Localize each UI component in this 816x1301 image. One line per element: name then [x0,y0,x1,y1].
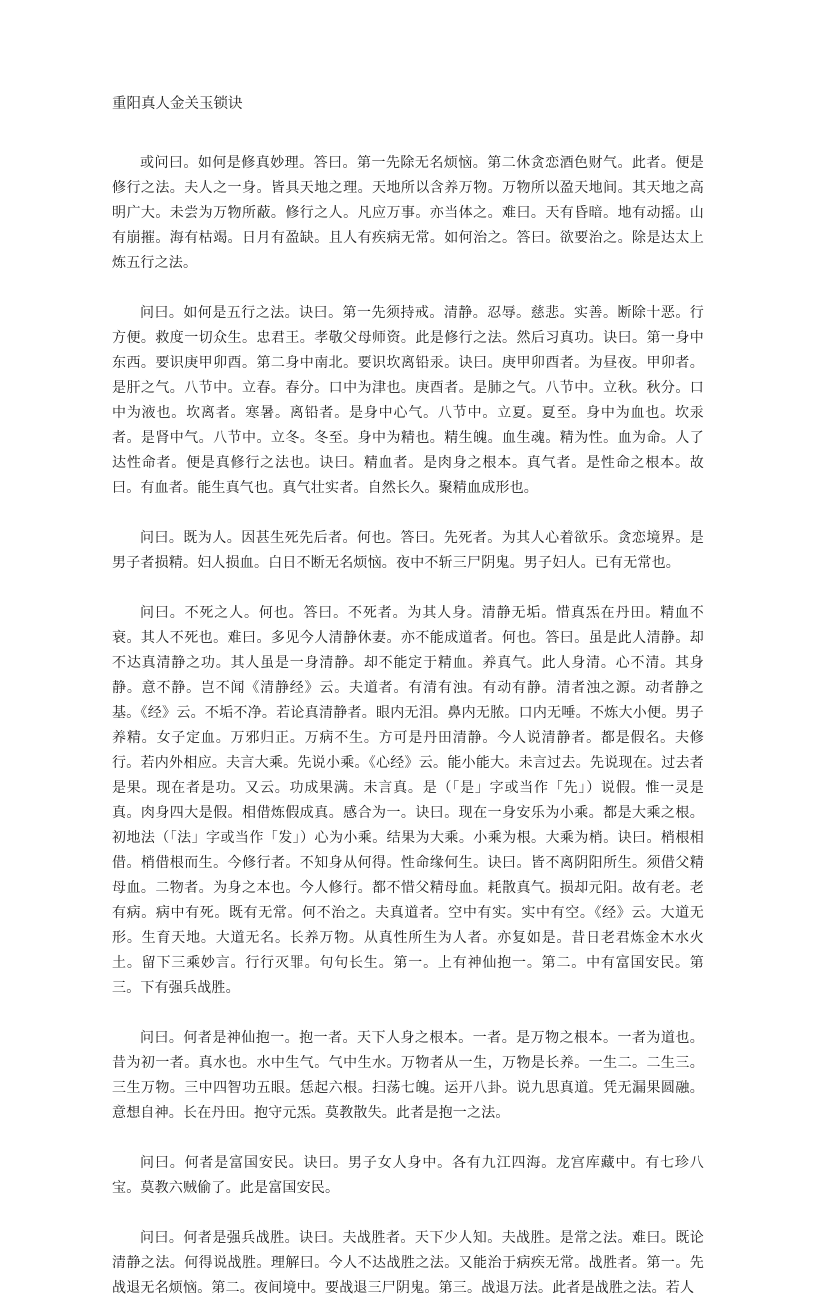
paragraph-6: 问曰。何者是富国安民。诀曰。男子女人身中。各有九江四海。龙宫库藏中。有七珍八宝。莫教六贼偷了。此是富国安民。 [112,1156,704,1196]
paragraph-7: 问曰。何者是强兵战胜。诀曰。夫战胜者。天下少人知。夫战胜。是常之法。难曰。既论清静之法。何得说战胜。理解曰。今人不达战胜之法。又能治于病疾无常。战胜者。第一。先战退无名烦恼。第二。夜间境中。要战退三尸阴鬼。第三。战退万法。此者是战胜之法。若人 [112,1231,704,1296]
paragraph-2: 问曰。如何是五行之法。诀曰。第一先须持戒。清静。忍辱。慈悲。实善。断除十恶。行方便。救度一切众生。忠君王。孝敬父母师资。此是修行之法。然后习真功。诀曰。第一身中东西。要识庚甲卯酉。第二身中南北。要识坎离铅汞。诀曰。庚甲卯酉者。为昼夜。甲卯者。是肝之气。八节中。立春。春分。口中为津也。庚酉者。是肺之气。八节中。立秋。秋分。口中为液也。坎离者。寒暑。离铅者。是身中心气。八节中。立夏。夏至。身中为血也。坎汞者。是肾中气。八节中。立冬。冬至。身中为精也。精生魄。血生魂。精为性。血为命。人了达性命者。便是真修行之法也。诀曰。精血者。是肉身之根本。真气者。是性命之根本。故曰。有血者。能生真气也。真气壮实者。自然长久。聚精血成形也。 [112,306,704,496]
paragraph-3: 问曰。既为人。因甚生死先后者。何也。答曰。先死者。为其人心着欲乐。贪恋境界。是男子者损精。妇人损血。白日不断无名烦恼。夜中不斩三尸阴鬼。男子妇人。已有无常也。 [112,531,704,571]
paragraph-5: 问曰。何者是神仙抱一。抱一者。天下人身之根本。一者。是万物之根本。一者为道也。昔为初一者。真水也。水中生气。气中生水。万物者从一生，万物是长养。一生二。二生三。三生万物。三中四智功五眼。恁起六根。扫荡七魄。运开八卦。说九思真道。凭无漏果圆融。意想自神。长在丹田。抱守元炁。莫教散失。此者是抱一之法。 [112,1031,704,1121]
document-title: 重阳真人金关玉锁诀 [112,96,243,112]
paragraph-4: 问曰。不死之人。何也。答曰。不死者。为其人身。清静无垢。惜真炁在丹田。精血不衰。其人不死也。难曰。多见今人清静休妻。亦不能成道者。何也。答曰。虽是此人清静。却不达真清静之功。其人虽是一身清静。却不能定于精血。养真气。此人身清。心不清。其身静。意不静。岂不闻《清静经》云。夫道者。有清有浊。有动有静。清者浊之源。动者静之基。《经》云。不垢不净。若论真清静者。眼内无泪。鼻内无脓。口内无唾。不炼大小便。男子养精。女子定血。万邪归正。万病不生。方可是丹田清静。今人说清静者。都是假名。夫修行。若内外相应。夫言大乘。先说小乘。《心经》云。能小能大。未言过去。先说现在。过去者是果。现在者是功。又云。功成果满。未言真。是（「是」字或当作「先」）说假。惟一灵是真。肉身四大是假。相借炼假成真。感合为一。诀曰。现在一身安乐为小乘。都是大乘之根。初地法（「法」字或当作「发」）心为小乘。结果为大乘。小乘为根。大乘为梢。诀曰。梢根相借。梢借根而生。今修行者。不知身从何得。性命缘何生。诀曰。皆不离阴阳所生。须借父精母血。二物者。为身之本也。今人修行。都不惜父精母血。耗散真气。损却元阳。故有老。老有病。病中有死。既有无常。何不治之。夫真道者。空中有实。实中有空。《经》云。大道无形。生育天地。大道无名。长养万物。从真性所生为人者。亦复如是。昔日老君炼金木水火土。留下三乘妙言。行行灭罪。句句长生。第一。上有神仙抱一。第二。中有富国安民。第三。下有强兵战胜。 [112,606,704,996]
paragraph-1: 或问曰。如何是修真妙理。答曰。第一先除无名烦恼。第二休贪恋酒色财气。此者。便是修行之法。夫人之一身。皆具天地之理。天地所以含养万物。万物所以盈天地间。其天地之高明广大。未尝为万物所蔽。修行之人。凡应万事。亦当体之。难曰。天有昏暗。地有动摇。山有崩摧。海有枯竭。日月有盈缺。且人有疾病无常。如何治之。答曰。欲要治之。除是达太上炼五行之法。 [112,156,704,271]
